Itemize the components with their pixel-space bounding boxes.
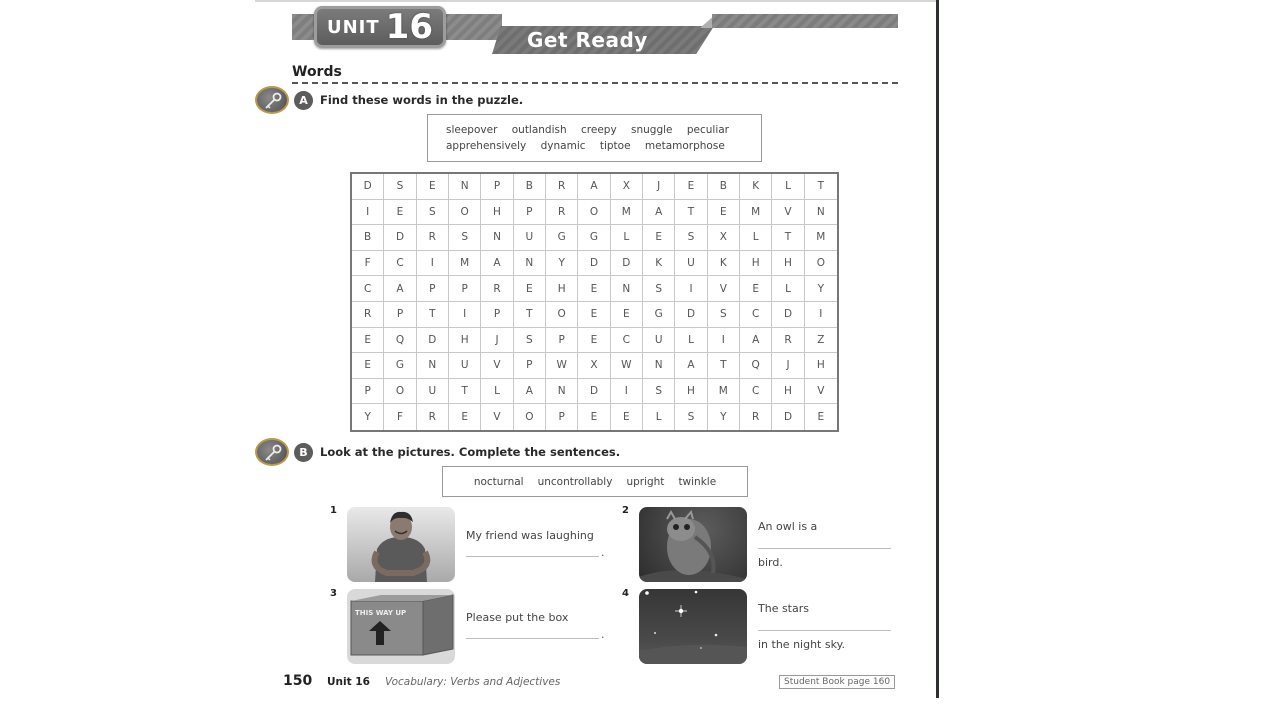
- grid-cell[interactable]: H: [546, 276, 578, 302]
- grid-cell[interactable]: V: [481, 353, 513, 379]
- grid-cell[interactable]: N: [611, 276, 643, 302]
- sentence-3-start: Please put the box: [466, 611, 569, 624]
- grid-cell[interactable]: K: [643, 251, 675, 277]
- grid-cell[interactable]: A: [643, 200, 675, 226]
- grid-cell[interactable]: D: [578, 251, 610, 277]
- grid-cell[interactable]: H: [772, 379, 804, 405]
- grid-cell[interactable]: L: [675, 328, 707, 354]
- grid-cell[interactable]: O: [578, 200, 610, 226]
- grid-cell[interactable]: V: [481, 404, 513, 430]
- grid-cell[interactable]: O: [514, 404, 546, 430]
- page-number: 150: [283, 673, 313, 689]
- grid-cell[interactable]: E: [449, 404, 481, 430]
- grid-cell[interactable]: F: [384, 404, 416, 430]
- grid-cell[interactable]: N: [546, 379, 578, 405]
- grid-cell[interactable]: E: [514, 276, 546, 302]
- grid-cell[interactable]: T: [449, 379, 481, 405]
- grid-cell[interactable]: R: [772, 328, 804, 354]
- grid-cell[interactable]: A: [481, 251, 513, 277]
- grid-cell[interactable]: S: [417, 200, 449, 226]
- grid-cell[interactable]: K: [740, 174, 772, 200]
- grid-cell[interactable]: D: [772, 404, 804, 430]
- grid-cell[interactable]: N: [417, 353, 449, 379]
- grid-cell[interactable]: P: [514, 200, 546, 226]
- grid-cell[interactable]: T: [772, 225, 804, 251]
- grid-cell[interactable]: T: [514, 302, 546, 328]
- answer-key-icon: [255, 86, 289, 114]
- grid-cell[interactable]: E: [817, 411, 825, 424]
- grid-cell[interactable]: L: [481, 379, 513, 405]
- activity-a-instruction: Find these words in the puzzle.: [320, 93, 524, 107]
- grid-cell[interactable]: R: [481, 276, 513, 302]
- grid-cell[interactable]: Q: [384, 328, 416, 354]
- grid-cell[interactable]: S: [675, 404, 707, 430]
- word-bank-row-1: [446, 122, 761, 138]
- unit-label: UNIT: [327, 16, 380, 38]
- grid-cell[interactable]: E: [352, 328, 384, 354]
- word-bank-item: snuggle: [631, 124, 673, 136]
- grid-cell[interactable]: P: [481, 302, 513, 328]
- grid-cell[interactable]: P: [417, 276, 449, 302]
- grid-cell[interactable]: E: [675, 174, 707, 200]
- grid-cell[interactable]: E: [708, 200, 740, 226]
- activity-b-instruction: Look at the pictures. Complete the sentences.: [320, 445, 621, 459]
- item-number: 4: [622, 588, 629, 599]
- sentence-1-end: .: [601, 546, 605, 559]
- answer-blank-4[interactable]: [758, 630, 891, 631]
- grid-cell[interactable]: T: [708, 353, 740, 379]
- grid-cell[interactable]: J: [772, 353, 804, 379]
- grid-cell[interactable]: P: [546, 328, 578, 354]
- sentence-4-end: in the night sky.: [758, 638, 846, 651]
- word-bank-item: creepy: [581, 124, 617, 136]
- sentence-2-start: An owl is a: [758, 520, 818, 533]
- grid-cell[interactable]: C: [352, 276, 384, 302]
- grid-cell[interactable]: W: [611, 353, 643, 379]
- section-divider: [292, 82, 898, 84]
- footer-unit-label: Unit 16: [327, 676, 370, 688]
- grid-cell[interactable]: N: [805, 200, 837, 226]
- box-label: THIS WAY UP: [355, 609, 407, 617]
- grid-cell[interactable]: D: [675, 302, 707, 328]
- grid-cell[interactable]: S: [675, 225, 707, 251]
- word-bank-item: dynamic: [540, 140, 586, 152]
- item-number: 2: [622, 505, 629, 516]
- page-top-border: [255, 0, 938, 2]
- item-number: 1: [330, 505, 337, 516]
- grid-cell[interactable]: L: [740, 225, 772, 251]
- word-bank-b: [442, 466, 748, 497]
- grid-cell[interactable]: G: [578, 225, 610, 251]
- grid-cell[interactable]: X: [611, 174, 643, 200]
- footer-topic: Vocabulary: Verbs and Adjectives: [385, 676, 561, 688]
- grid-cell[interactable]: V: [772, 200, 804, 226]
- grid-cell[interactable]: E: [578, 302, 610, 328]
- word-bank-item: outlandish: [511, 124, 567, 136]
- word-bank-item: nocturnal: [473, 475, 524, 488]
- grid-cell[interactable]: E: [384, 200, 416, 226]
- grid-cell[interactable]: R: [546, 174, 578, 200]
- grid-cell[interactable]: P: [449, 276, 481, 302]
- word-bank-item: peculiar: [686, 124, 729, 136]
- grid-cell[interactable]: W: [546, 353, 578, 379]
- grid-cell[interactable]: E: [578, 404, 610, 430]
- laughing-boy-picture: [347, 507, 455, 582]
- grid-cell[interactable]: Y: [546, 251, 578, 277]
- grid-cell[interactable]: C: [740, 379, 772, 405]
- grid-cell[interactable]: I: [675, 276, 707, 302]
- word-bank-item: apprehensively: [446, 140, 527, 152]
- sentence-4-start: The stars: [758, 602, 809, 615]
- grid-cell[interactable]: M: [611, 200, 643, 226]
- grid-cell[interactable]: R: [352, 302, 384, 328]
- grid-cell[interactable]: O: [805, 251, 837, 277]
- grid-cell[interactable]: G: [384, 353, 416, 379]
- grid-cell[interactable]: R: [546, 200, 578, 226]
- grid-cell[interactable]: R: [417, 225, 449, 251]
- grid-cell[interactable]: D: [772, 302, 804, 328]
- grid-cell[interactable]: U: [514, 225, 546, 251]
- night-stars-picture: [639, 589, 747, 664]
- student-book-reference: Student Book page 160: [779, 675, 895, 689]
- grid-cell[interactable]: L: [772, 276, 804, 302]
- grid-cell[interactable]: K: [708, 251, 740, 277]
- grid-cell[interactable]: E: [578, 276, 610, 302]
- grid-cell[interactable]: P: [481, 174, 513, 200]
- activity-a-badge: A: [294, 91, 313, 110]
- grid-cell[interactable]: H: [675, 379, 707, 405]
- grid-cell[interactable]: A: [740, 328, 772, 354]
- grid-cell[interactable]: L: [611, 225, 643, 251]
- grid-cell[interactable]: A: [514, 379, 546, 405]
- grid-cell[interactable]: D: [611, 251, 643, 277]
- grid-cell[interactable]: E: [611, 404, 643, 430]
- grid-cell[interactable]: V: [708, 276, 740, 302]
- grid-cell[interactable]: U: [675, 251, 707, 277]
- grid-cell[interactable]: M: [805, 225, 837, 251]
- grid-cell[interactable]: Z: [805, 328, 837, 354]
- grid-cell[interactable]: G: [546, 225, 578, 251]
- word-bank-item: upright: [626, 475, 665, 488]
- grid-cell[interactable]: I: [352, 200, 384, 226]
- word-search-grid: [350, 172, 839, 432]
- grid-cell[interactable]: S: [643, 379, 675, 405]
- grid-cell[interactable]: M: [449, 251, 481, 277]
- banner-stripe-right: [712, 14, 898, 28]
- grid-cell[interactable]: E: [740, 276, 772, 302]
- activity-b-badge: B: [294, 443, 313, 462]
- grid-cell[interactable]: O: [546, 302, 578, 328]
- grid-cell[interactable]: R: [740, 404, 772, 430]
- grid-cell[interactable]: C: [740, 302, 772, 328]
- grid-cell[interactable]: J: [481, 328, 513, 354]
- banner-title: Get Ready: [527, 28, 648, 52]
- grid-cell[interactable]: G: [643, 302, 675, 328]
- grid-cell[interactable]: E: [578, 328, 610, 354]
- section-title: Words: [292, 64, 342, 80]
- grid-cell[interactable]: M: [708, 379, 740, 405]
- grid-cell[interactable]: P: [514, 353, 546, 379]
- grid-cell[interactable]: D: [384, 225, 416, 251]
- box-picture: [347, 589, 455, 664]
- grid-cell[interactable]: S: [449, 225, 481, 251]
- grid-cell[interactable]: Y: [352, 404, 384, 430]
- grid-cell[interactable]: S: [384, 174, 416, 200]
- grid-cell[interactable]: C: [384, 251, 416, 277]
- grid-cell[interactable]: M: [740, 200, 772, 226]
- grid-cell[interactable]: H: [449, 328, 481, 354]
- grid-cell[interactable]: N: [643, 353, 675, 379]
- unit-number: 16: [385, 7, 433, 47]
- sentence-3-end: .: [601, 628, 605, 641]
- grid-cell[interactable]: X: [578, 353, 610, 379]
- grid-cell[interactable]: N: [449, 174, 481, 200]
- grid-cell[interactable]: O: [449, 200, 481, 226]
- grid-cell[interactable]: U: [643, 328, 675, 354]
- grid-cell[interactable]: H: [481, 200, 513, 226]
- owl-picture: [639, 507, 747, 582]
- grid-cell[interactable]: B: [514, 174, 546, 200]
- grid-cell[interactable]: X: [708, 225, 740, 251]
- grid-cell[interactable]: R: [417, 404, 449, 430]
- grid-cell[interactable]: U: [417, 379, 449, 405]
- grid-cell[interactable]: P: [352, 379, 384, 405]
- grid-cell[interactable]: I: [805, 302, 837, 328]
- grid-cell[interactable]: E: [611, 302, 643, 328]
- item-number: 3: [330, 588, 337, 599]
- grid-cell[interactable]: A: [675, 353, 707, 379]
- grid-cell[interactable]: B: [352, 225, 384, 251]
- grid-cell[interactable]: L: [643, 404, 675, 430]
- grid-cell[interactable]: A: [384, 276, 416, 302]
- grid-cell[interactable]: Y: [708, 404, 740, 430]
- grid-cell[interactable]: H: [740, 251, 772, 277]
- grid-cell[interactable]: E: [352, 353, 384, 379]
- grid-cell[interactable]: P: [384, 302, 416, 328]
- grid-cell[interactable]: E: [417, 174, 449, 200]
- word-bank-item: uncontrollably: [537, 475, 613, 488]
- grid-cell[interactable]: L: [772, 174, 804, 200]
- grid-cell[interactable]: T: [417, 302, 449, 328]
- grid-cell[interactable]: J: [643, 174, 675, 200]
- grid-cell[interactable]: P: [546, 404, 578, 430]
- grid-cell[interactable]: C: [611, 328, 643, 354]
- grid-cell[interactable]: H: [805, 353, 837, 379]
- grid-cell[interactable]: S: [643, 276, 675, 302]
- grid-cell[interactable]: U: [449, 353, 481, 379]
- grid-cell[interactable]: B: [708, 174, 740, 200]
- answer-blank-1[interactable]: [466, 556, 599, 557]
- unit-badge: [314, 6, 446, 48]
- sentence-2-end: bird.: [758, 556, 783, 569]
- grid-cell[interactable]: E: [643, 225, 675, 251]
- answer-blank-2[interactable]: [758, 548, 891, 549]
- grid-cell[interactable]: Q: [740, 353, 772, 379]
- grid-cell[interactable]: S: [708, 302, 740, 328]
- page-right-edge: [936, 0, 939, 698]
- grid-cell[interactable]: F: [352, 251, 384, 277]
- grid-cell[interactable]: D: [352, 174, 384, 200]
- grid-cell[interactable]: N: [481, 225, 513, 251]
- grid-cell[interactable]: D: [578, 379, 610, 405]
- grid-cell[interactable]: N: [514, 251, 546, 277]
- word-bank-row-2: [446, 138, 761, 154]
- grid-cell[interactable]: D: [417, 328, 449, 354]
- answer-blank-3[interactable]: [466, 638, 599, 639]
- word-bank-item: sleepover: [446, 124, 498, 136]
- sentence-1-start: My friend was laughing: [466, 529, 594, 542]
- word-bank-item: metamorphose: [644, 140, 725, 152]
- grid-cell[interactable]: I: [611, 379, 643, 405]
- grid-cell[interactable]: O: [384, 379, 416, 405]
- word-bank-item: twinkle: [678, 475, 717, 488]
- grid-cell[interactable]: A: [578, 174, 610, 200]
- grid-cell[interactable]: V: [805, 379, 837, 405]
- answer-key-icon: [255, 438, 289, 466]
- grid-cell[interactable]: I: [417, 251, 449, 277]
- grid-cell[interactable]: I: [708, 328, 740, 354]
- word-bank-a: [427, 114, 762, 162]
- grid-cell[interactable]: I: [449, 302, 481, 328]
- word-bank-item: tiptoe: [599, 140, 631, 152]
- grid-cell[interactable]: T: [805, 174, 837, 200]
- grid-cell[interactable]: T: [675, 200, 707, 226]
- grid-cell[interactable]: Y: [805, 276, 837, 302]
- grid-cell[interactable]: H: [772, 251, 804, 277]
- grid-cell[interactable]: S: [514, 328, 546, 354]
